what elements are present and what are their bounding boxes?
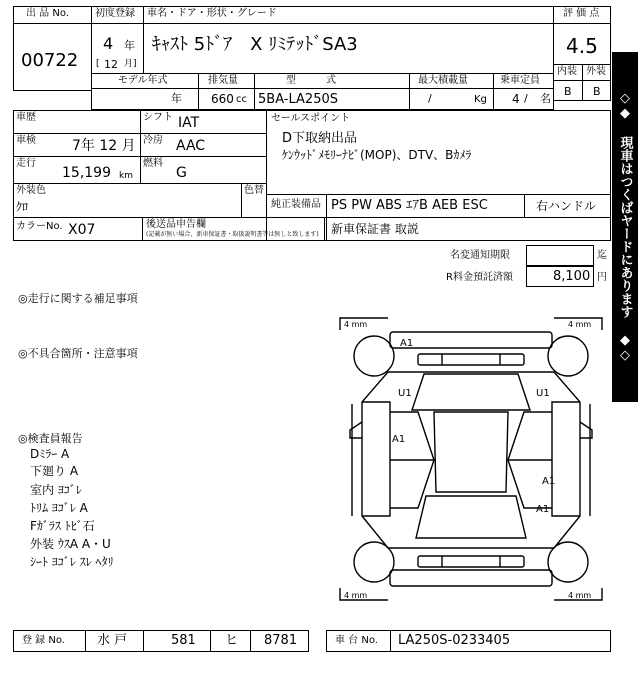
displacement-unit: cc (236, 94, 247, 105)
inspection-value: 7年 12 月 (72, 138, 136, 154)
yard-location-banner (612, 52, 638, 402)
interior-grade: B (564, 85, 572, 98)
corner-label-bl: 4 mm (344, 591, 368, 600)
recycle-value: 8,100 (553, 269, 591, 284)
damage-mark-front-right: U1 (536, 388, 550, 399)
exterior-label: 外装 (586, 66, 606, 77)
max-load-slash: / (428, 92, 432, 105)
history-label: 車歴 (16, 112, 36, 123)
sales-point-line2: ｹﾝｳｯﾄﾞﾒﾓﾘｰﾅﾋﾞ(MOP)、DTV、Bｶﾒﾗ (282, 148, 472, 162)
displacement-value: 660 (211, 92, 234, 106)
driving-notes-label: ◎走行に関する補足事項 (18, 292, 138, 305)
chassis-number: LA250S-0233405 (398, 633, 511, 648)
corner-label-tl: 4 mm (344, 320, 368, 329)
displacement-label: 排気量 (208, 75, 238, 86)
sales-point-line1: D下取納出品 (282, 131, 358, 146)
car-diagram (330, 312, 612, 620)
recycle-label: R料金預託済額 (446, 272, 513, 283)
inspector-line: 室内 ﾖｺﾞﾚ (30, 483, 82, 497)
score-value: 4.5 (566, 34, 598, 58)
reg-year-unit: 年 (124, 39, 135, 52)
registration-number: 8781 (264, 633, 298, 648)
shift-label: シフト (143, 112, 173, 123)
chassis-label: 車 台 No. (335, 635, 378, 646)
reg-year: 4 (103, 34, 114, 53)
steering-value: 右ハンドル (536, 199, 597, 213)
model-code: 5BA-LA250S (258, 92, 338, 107)
equipment-items: PS PW ABS ｴｱB AEB ESC (331, 198, 488, 213)
defects-label: ◎不具合箇所・注意事項 (18, 347, 138, 360)
damage-mark-right-rear: A1 (536, 504, 550, 515)
sales-point-label: セールスポイント (271, 113, 351, 124)
damage-mark-right-rear-door: A1 (542, 476, 556, 487)
capacity-label: 乗車定員 (500, 75, 540, 86)
color-no-label: カラーNo. (16, 221, 63, 232)
ext-color-value: ｸﾛ (16, 200, 29, 214)
registration-label: 登 録 No. (22, 635, 65, 646)
shift-value: IAT (178, 115, 200, 131)
reg-month: 12 (104, 58, 118, 71)
corner-label-tr: 4 mm (568, 320, 592, 329)
max-load-unit: Kg (474, 94, 487, 105)
inspector-line: ｼｰﾄ ﾖｺﾞﾚ ｽﾚ ﾍﾀﾘ (30, 555, 114, 569)
color-change-label: 色替 (244, 185, 264, 196)
name-change-unit: 迄 (597, 250, 607, 261)
max-load-label: 最大積載量 (418, 75, 468, 86)
mileage-unit: km (119, 171, 133, 181)
after-doc-note: (記載が無い場合、新車保証書・取扱説明書等は無しと致します) (146, 231, 319, 238)
color-no-value: X07 (68, 222, 96, 238)
registration-kana: ヒ (225, 633, 239, 648)
mileage-value: 15,199 (62, 165, 111, 181)
equipment-label: 純正装備品 (271, 199, 321, 210)
car-name: ｷｬｽﾄ 5ﾄﾞｱ X ﾘﾐﾃｯﾄﾞSA3 (152, 34, 358, 55)
name-change-label: 名変通知期限 (450, 250, 510, 261)
reg-month-bracket: [ (96, 59, 100, 69)
fuel-value: G (176, 165, 187, 181)
inspector-line: Fｶﾞﾗｽ ﾄﾋﾞ石 (30, 519, 95, 533)
reg-month-unit: 月] (124, 59, 137, 69)
inspector-report-label: ◎検査員報告 (18, 432, 83, 445)
inspector-line: ﾄﾘﾑ ﾖｺﾞﾚ A (30, 501, 88, 515)
damage-mark-left-door: A1 (392, 434, 406, 445)
exterior-grade: B (593, 85, 601, 98)
registration-class: 581 (171, 633, 196, 648)
ac-value: AAC (176, 138, 206, 154)
corner-label-br: 4 mm (568, 591, 592, 600)
model-label: 型 式 (286, 75, 336, 86)
registration-area: 水 戸 (97, 633, 128, 648)
score-label: 評 価 点 (563, 8, 600, 19)
damage-mark-front-left: U1 (398, 388, 412, 399)
capacity-slash: / (524, 92, 528, 105)
inspector-line: Dﾐﾗｰ A (30, 447, 70, 461)
lot-no-label: 出 品 No. (26, 8, 69, 19)
documents-value: 新車保証書 取説 (331, 222, 419, 236)
inspection-label: 車検 (16, 135, 36, 146)
inspector-line: 外装 ｳｽA A・U (30, 537, 111, 551)
inspector-line: 下廻り A (30, 464, 79, 478)
lot-no: 00722 (21, 50, 79, 71)
model-year-unit: 年 (171, 92, 182, 105)
yard-location-text: ◇◆ 現車はつくばヤードにあります ◆◇ (617, 91, 633, 363)
fuel-label: 燃料 (143, 158, 163, 169)
capacity-value: 4 (512, 92, 520, 106)
mileage-label: 走行 (16, 158, 36, 169)
model-year-label: モデル年式 (118, 75, 168, 86)
interior-label: 内装 (557, 66, 577, 77)
after-doc-label: 後送品申告欄 (146, 219, 206, 230)
capacity-unit: 名 (540, 92, 551, 105)
name-change-field (526, 245, 594, 266)
damage-mark-front-bumper: A1 (400, 338, 414, 349)
first-reg-label: 初度登録 (95, 8, 135, 19)
ac-label: 冷房 (143, 135, 163, 146)
recycle-unit: 円 (597, 272, 607, 283)
ext-color-label: 外装色 (16, 185, 46, 196)
car-name-label: 車名・ドア・形状・グレード (147, 8, 277, 19)
